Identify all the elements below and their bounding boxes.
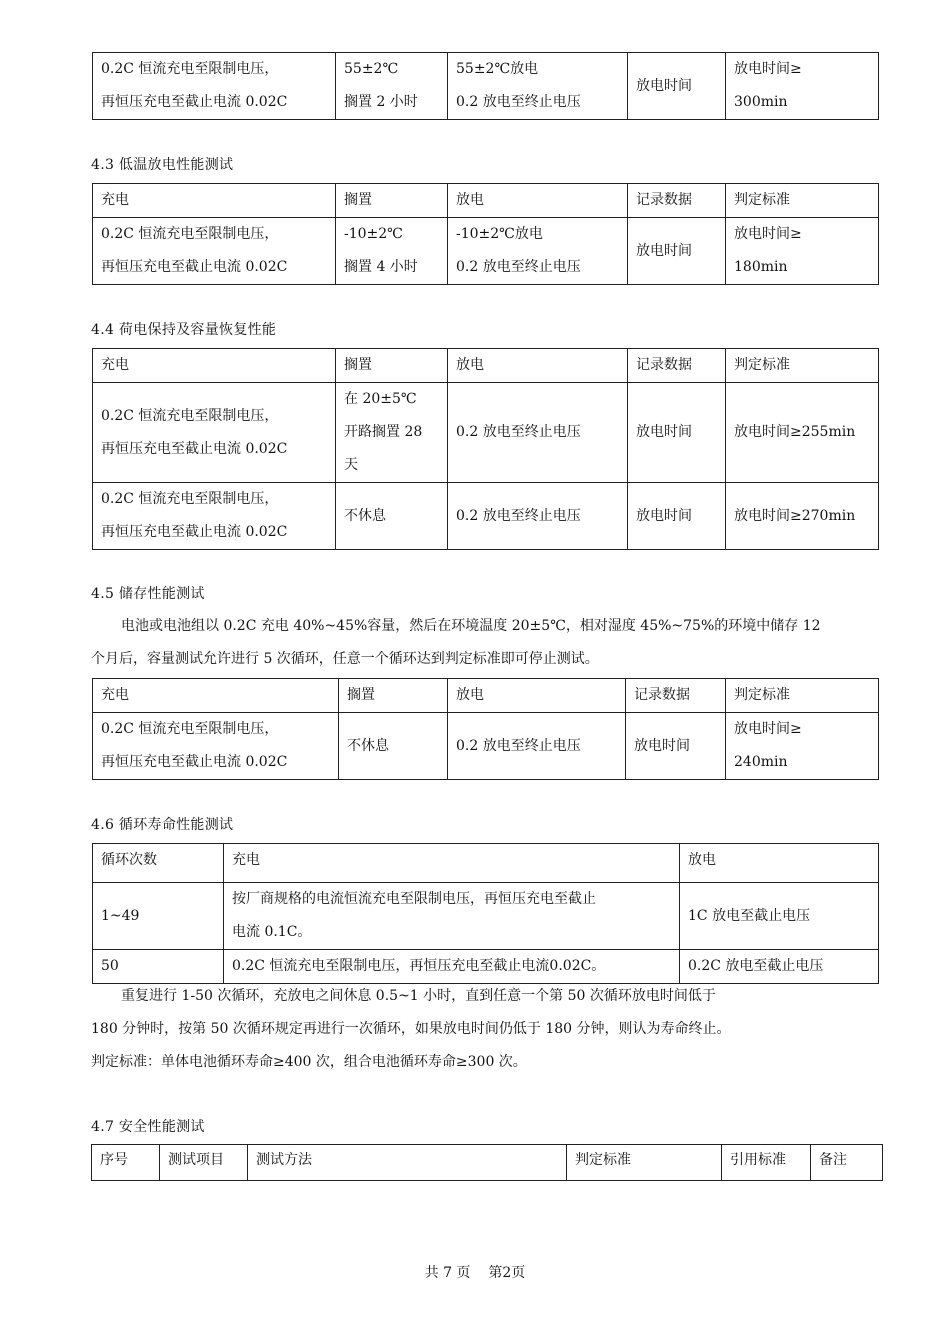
table-low-temp-discharge	[92, 183, 879, 285]
table-header-row	[93, 349, 879, 383]
cell-discharge: 0.2 放电至终止电压	[448, 383, 628, 483]
cell-charge: 0.2C 恒流充电至限制电压， 再恒压充电至截止电流 0.02C	[93, 713, 339, 780]
table-header-row	[93, 844, 879, 883]
page-footer: 共 7 页 第2页	[424, 1265, 526, 1281]
header-discharge: 放电	[448, 349, 628, 383]
table-charge-retention	[92, 348, 879, 550]
header-rest: 搁置	[339, 679, 448, 713]
table-high-temp-discharge	[92, 52, 879, 120]
table-row	[93, 950, 879, 984]
cell-criterion: 放电时间≥255min	[726, 383, 879, 483]
cell-discharge: 0.2 放电至终止电压	[448, 713, 626, 780]
storage-description	[91, 610, 881, 676]
cell-rest: 在 20±5℃ 开路搁置 28 天	[336, 383, 448, 483]
header-criterion: 判定标准	[726, 679, 879, 713]
header-reference-standard: 引用标准	[722, 1145, 811, 1181]
cell-record: 放电时间	[628, 483, 726, 550]
header-record: 记录数据	[626, 679, 726, 713]
header-rest: 搁置	[336, 184, 448, 218]
cell-charge: 按厂商规格的电流恒流充电至限制电压，再恒压充电至截止 电流 0.1C。	[224, 883, 680, 950]
table-safety-performance	[91, 1144, 883, 1181]
header-criterion: 判定标准	[726, 349, 879, 383]
cell-rest: 不休息	[339, 713, 448, 780]
table-storage	[92, 678, 879, 780]
header-charge: 充电	[93, 349, 336, 383]
paragraph-line: 个月后，容量测试允许进行 5 次循环，任意一个循环达到判定标准即可停止测试。	[91, 651, 599, 667]
section-heading-4-6: 4.6 循环寿命性能测试	[91, 817, 234, 833]
section-heading-4-5: 4.5 储存性能测试	[91, 586, 205, 602]
cell-record: 放电时间	[626, 713, 726, 780]
table-header-row	[93, 679, 879, 713]
header-index: 序号	[92, 1145, 160, 1181]
table-row	[93, 218, 879, 285]
cell-discharge: -10±2℃放电 0.2 放电至终止电压	[448, 218, 628, 285]
cell-record: 放电时间	[628, 218, 726, 285]
paragraph-line: 重复进行 1-50 次循环，充放电之间休息 0.5~1 小时，直到任意一个第 50 次循环放电时间低于	[121, 988, 716, 1004]
header-criterion: 判定标准	[726, 184, 879, 218]
paragraph-line: 电池或电池组以 0.2C 充电 40%~45%容量，然后在环境温度 20±5℃，相对湿度 45%~75%的环境中储存 12	[121, 618, 821, 634]
cell-rest: -10±2℃ 搁置 4 小时	[336, 218, 448, 285]
header-record: 记录数据	[628, 184, 726, 218]
table-header-row	[92, 1145, 883, 1181]
cell-record: 放电时间	[628, 383, 726, 483]
cell-cycle-count: 1~49	[93, 883, 224, 950]
header-record: 记录数据	[628, 349, 726, 383]
header-criterion: 判定标准	[567, 1145, 722, 1181]
table-row	[93, 483, 879, 550]
cell-cycle-count: 50	[93, 950, 224, 984]
cell-discharge: 0.2 放电至终止电压	[448, 483, 628, 550]
cycle-life-description	[91, 980, 881, 1079]
cell-charge: 0.2C 恒流充电至限制电压， 再恒压充电至截止电流 0.02C	[93, 218, 336, 285]
table-row	[93, 383, 879, 483]
cell-charge: 0.2C 恒流充电至限制电压，再恒压充电至截止电流0.02C。	[224, 950, 680, 984]
header-discharge: 放电	[448, 679, 626, 713]
cell-rest: 55±2℃ 搁置 2 小时	[336, 53, 448, 120]
cell-rest: 不休息	[336, 483, 448, 550]
cell-criterion: 放电时间≥270min	[726, 483, 879, 550]
header-charge: 充电	[224, 844, 680, 883]
cell-record: 放电时间	[628, 53, 726, 120]
cell-criterion: 放电时间≥ 180min	[726, 218, 879, 285]
table-cycle-life	[92, 843, 879, 984]
cell-charge: 0.2C 恒流充电至限制电压， 再恒压充电至截止电流 0.02C	[93, 383, 336, 483]
header-test-item: 测试项目	[160, 1145, 248, 1181]
header-remarks: 备注	[811, 1145, 883, 1181]
table-header-row	[93, 184, 879, 218]
header-cycle-count: 循环次数	[93, 844, 224, 883]
cell-charge: 0.2C 恒流充电至限制电压， 再恒压充电至截止电流 0.02C	[93, 483, 336, 550]
table-row	[93, 883, 879, 950]
table-row	[93, 713, 879, 780]
header-discharge: 放电	[680, 844, 879, 883]
header-charge: 充电	[93, 184, 336, 218]
paragraph-line: 180 分钟时，按第 50 次循环规定再进行一次循环，如果放电时间仍低于 180 分钟，则认为寿命终止。	[91, 1021, 731, 1037]
paragraph-line: 判定标准：单体电池循环寿命≥400 次，组合电池循环寿命≥300 次。	[91, 1054, 527, 1070]
cell-criterion: 放电时间≥ 300min	[726, 53, 879, 120]
header-discharge: 放电	[448, 184, 628, 218]
header-rest: 搁置	[336, 349, 448, 383]
cell-charge: 0.2C 恒流充电至限制电压， 再恒压充电至截止电流 0.02C	[93, 53, 336, 120]
table-row	[93, 53, 879, 120]
cell-discharge: 0.2C 放电至截止电压	[680, 950, 879, 984]
header-charge: 充电	[93, 679, 339, 713]
header-test-method: 测试方法	[248, 1145, 567, 1181]
section-heading-4-3: 4.3 低温放电性能测试	[91, 157, 234, 173]
cell-discharge: 55±2℃放电 0.2 放电至终止电压	[448, 53, 628, 120]
section-heading-4-4: 4.4 荷电保持及容量恢复性能	[91, 322, 277, 338]
section-heading-4-7: 4.7 安全性能测试	[91, 1119, 205, 1135]
cell-discharge: 1C 放电至截止电压	[680, 883, 879, 950]
cell-criterion: 放电时间≥ 240min	[726, 713, 879, 780]
